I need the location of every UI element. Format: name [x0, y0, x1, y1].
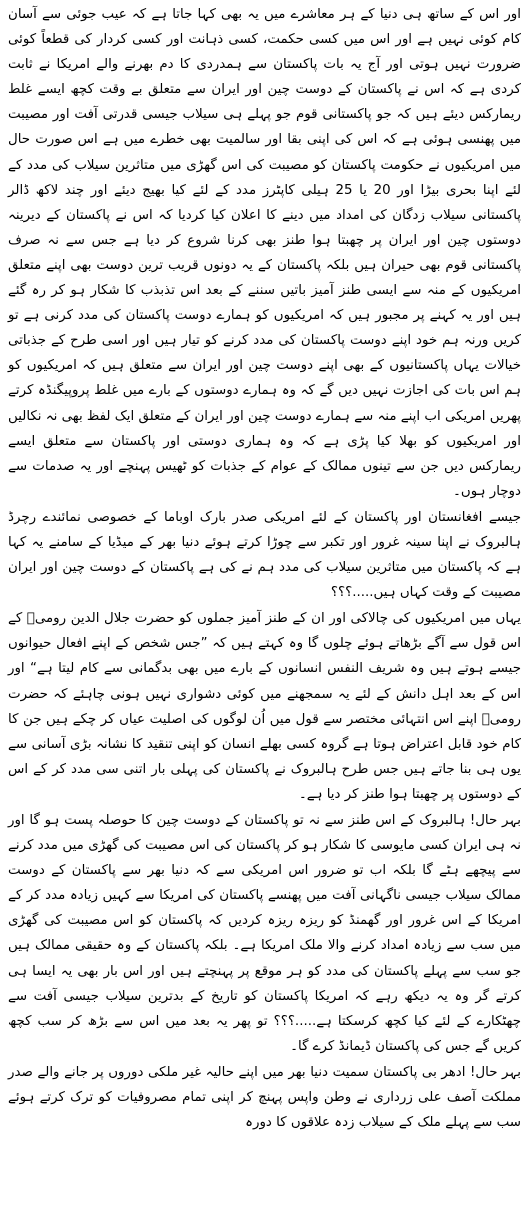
- paragraph-3: یہاں میں امریکیوں کی چالاکی اور ان کے طنز آمیز جملوں کو حضرت جلال الدین رومیؒ کے اس قول سے آگے بڑھاتے ہوئے چلوں گا وہ کہتے ہیں کہ ”جس شخص کے اپنے افعال حیوانوں جیسے ہوتے ہیں وہ شریف النفس انسانوں کے بارے میں بھی بدگمانی سے کام لیتا ہے“ اور اس کے بعد اہل دانش کے لئے یہ سمجھنے میں کوئی دشواری نہیں ہونی چاہئے کہ حضرت رومیؒ اپنے اس انتہائی مختصر سے قول میں اُن لوگوں کی اصلیت عیاں کر چکے ہیں جن کا کام خود قابل اعتراض ہوتا ہے گروہ کسی بھلے انسان کو اپنی تنقید کا نشانہ بڑی آسانی سے یوں ہی بنا جاتے ہیں جس طرح ہالبروک نے پاکستان کی پہلی بار اتنی سی مدد کر کے اس کے دوستوں پر چھبتا ہوا طنز کر دیا ہے۔: [8, 611, 521, 802]
- paragraph-4: بہر حال! ہالبروک کے اس طنز سے نہ تو پاکستان کے دوست چین کا حوصلہ پست ہو گا اور نہ ہی ایران کسی مایوسی کا شکار ہو کر پاکستان کی اس مصیبت کی گھڑی میں مدد کرنے سے پیچھے ہٹے گا بلکہ اب تو ضرور اس امریکی سے کہ دنیا بھر سے پاکستان کے دوست ممالک سیلاب جیسی ناگہانی آفت میں پھنسے پاکستان کی امریکا سے کہیں زیادہ مدد کر کے امریکا کے اس غرور اور گھمنڈ کو ریزہ ریزہ کردیں کہ پاکستان کو اس مصیبت کی گھڑی میں سب سے زیادہ امداد کرنے والا ملک امریکا ہے۔ بلکہ پاکستان کے وہ حقیقی ممالک ہیں جو سب سے پہلے پاکستان کی مدد کو ہر موقع پر پہنچتے ہیں اور اس بار بھی یہ ایسا ہی کرتے گر وہ یہ دیکھ رہے کہ امریکا پاکستان کو تاریخ کے بدترین سیلاب جیسی آفت سے چھٹکارے کے لئے کیا کچھ کرسکتا ہے.....؟؟؟ تو پھر یہ بعد میں اس سے بڑھ کر سب کچھ کریں گے جس کی پاکستان ڈیمانڈ کرے گا۔: [8, 813, 521, 1054]
- paragraph-1: اور اس کے ساتھ ہی دنیا کے ہر معاشرے میں یہ بھی کہا جاتا ہے کہ عیب جوئی سے آسان کام کوئی نہیں ہے اور اس میں کسی حکمت، کسی ذہانت اور کسی کردار کی قطعاً کوئی ضرورت نہیں ہوتی اور آج یہ بات پاکستان سے ہمدردی کا دم بھرنے والے امریکا نے ثابت کردی ہے کہ اس نے پاکستان کے دوست چین اور ایران سے متعلق بے وقت کچھ ایسے غلط ریمارکس دیئے ہیں کہ جو پاکستانی قوم جو پہلے ہی سیلاب جیسی قدرتی آفت اور مصیبت میں پھنسی ہوئی ہے کہ اس کی اپنی بقا اور سالمیت بھی خطرے میں ہے اس صورت حال میں امریکیوں نے حکومت پاکستان کو مصیبت کی اس گھڑی میں متاثرین سیلاب کی مدد کے لئے اپنا بحری بیڑا اور 20 یا 25 ہیلی کاپٹرز مدد کے لئے کیا بھیج دیئے اور چند لاکھ ڈالر پاکستانی سیلاب زدگان کی امداد میں دینے کا اعلان کیا کردیا کہ اس نے پاکستان کے دیرینہ دوستوں چین اور ایران پر چھبتا ہوا طنز بھی کرنا شروع کر دیا ہے جس سے نہ صرف پاکستانی قوم بھی حیران ہیں بلکہ پاکستان کے یہ دونوں قریب ترین دوست بھی اپنے متعلق امریکیوں کے منہ سے ایسی طنز آمیز باتیں سننے کے بعد اس تذبذب کا شکار ہو کر رہ گئے ہیں اور یہ کہنے پر مجبور ہیں کہ امریکیوں کو ہمارے دوست پاکستان کی مدد کرنی ہے تو کریں ورنہ ہم خود اپنے دوست پاکستان کی مدد کرنے کو تیار ہیں اور اسی طرح کے جذباتی خیالات یہاں پاکستانیوں کے بھی اپنے دوست چین اور ایران سے متعلق ہیں کہ امریکیوں کو ہم اس بات کی اجازت نہیں دیں گے کہ وہ ہمارے دوستوں کے بارے میں غلط پروپیگنڈہ کرتے پھریں امریکی اب اپنے منہ سے ہمارے دوست چین اور ایران کے متعلق ایک لفظ بھی نہ نکالیں اور امریکیوں کو بھلا کیا پڑی ہے کہ وہ ہماری دوستی اور پاکستان سے متعلق ایسے ریمارکس دیں جن سے تینوں ممالک کے عوام کے جذبات کو ٹھیس پہنچے اور یہ صدمات سے دوچار ہوں۔: [8, 7, 521, 499]
- paragraph-5: بہر حال! ادھر بی پاکستان سمیت دنیا بھر میں اپنے حالیہ غیر ملکی دوروں پر جانے والے صدر مملکت آصف علی زرداری نے وطن واپس پہنچ کر اپنی تمام مصروفیات کو ترک کرتے ہوئے سب سے پہلے ملک کے سیلاب زدہ علاقوں کا دورہ: [8, 1064, 521, 1131]
- paragraph-2: جیسے افغانستان اور پاکستان کے لئے امریکی صدر بارک اوباما کے خصوصی نمائندے رچرڈ ہالبروک نے اپنا سینہ غرور اور تکبر سے چوڑا کرتے ہوئے دنیا بھر کے میڈیا کے سامنے یہ کہا ہے کہ پاکستان میں متاثرین سیلاب کی مدد ہم نے کی ہے پاکستان کے دوست چین اور ایران مصیبت کے وقت کہاں ہیں.....؟؟؟: [8, 509, 521, 601]
